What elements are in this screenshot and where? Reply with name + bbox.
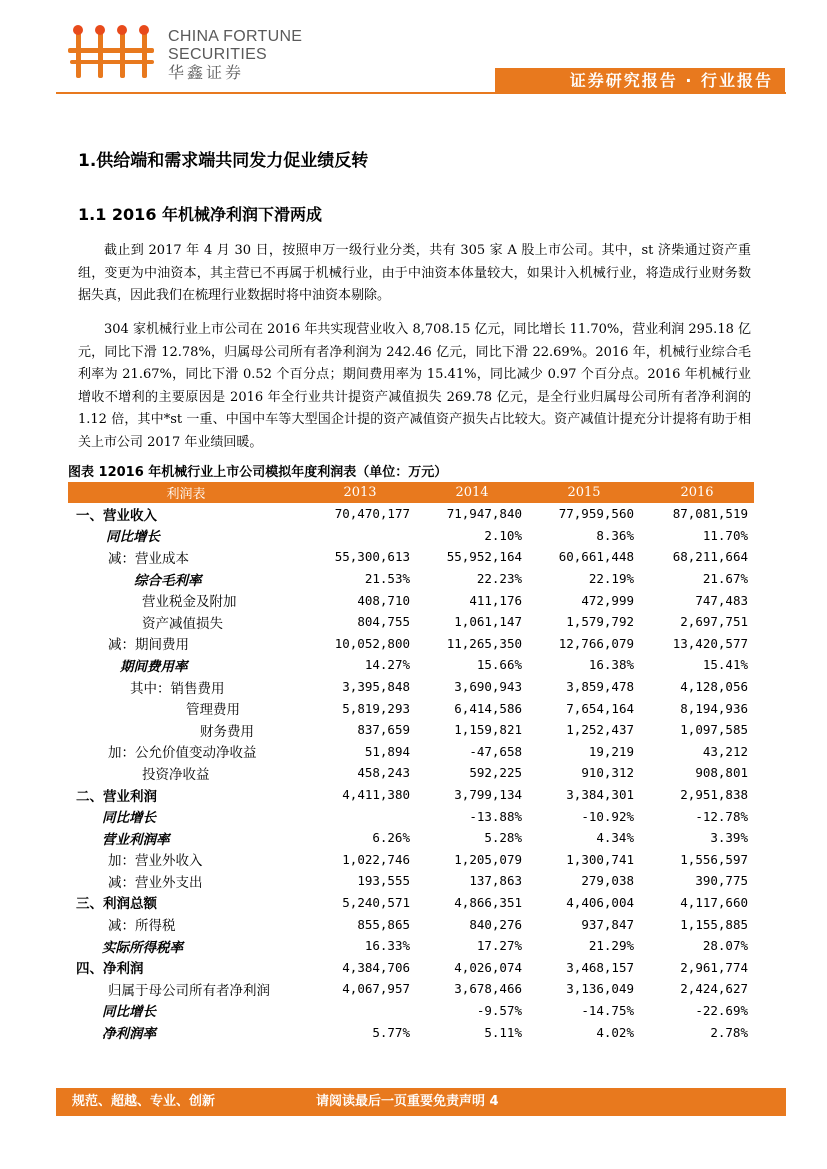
value-cell: 8,194,936: [680, 700, 748, 716]
header-divider: [56, 92, 786, 94]
value-cell: 137,863: [469, 873, 522, 889]
row-label: 减：期间费用: [108, 637, 189, 654]
value-cell: 70,470,177: [334, 506, 410, 522]
value-cell: 908,801: [695, 765, 748, 781]
row-label: 营业利润率: [102, 831, 170, 848]
table-row: [68, 676, 754, 698]
value-cell: 4,384,706: [342, 959, 410, 975]
value-cell: 3,136,049: [566, 981, 634, 997]
value-cell: 4.02%: [596, 1024, 634, 1040]
value-cell: 6.26%: [372, 830, 410, 846]
value-cell: -9.57%: [476, 1002, 522, 1018]
brand-en-line2: SECURITIES: [168, 46, 268, 63]
value-cell: 16.38%: [588, 657, 634, 673]
value-cell: 837,659: [357, 722, 410, 738]
value-cell: 7,654,164: [566, 700, 634, 716]
report-type-tag: 证券研究报告 · 行业报告: [495, 68, 785, 94]
value-cell: 4,406,004: [566, 894, 634, 910]
table-row: [68, 784, 754, 806]
value-cell: 16.33%: [364, 938, 410, 954]
table-row: [68, 805, 754, 827]
value-cell: 804,755: [357, 614, 410, 630]
value-cell: 3,384,301: [566, 787, 634, 803]
value-cell: 408,710: [357, 592, 410, 608]
value-cell: [304, 805, 416, 827]
value-cell: 1,300,741: [566, 851, 634, 867]
value-cell: 1,022,746: [342, 851, 410, 867]
value-cell: 55,952,164: [446, 549, 522, 565]
value-cell: 1,556,597: [680, 851, 748, 867]
value-cell: 14.27%: [364, 657, 410, 673]
value-cell: 3,468,157: [566, 959, 634, 975]
table-row: [68, 654, 754, 676]
value-cell: 77,959,560: [558, 506, 634, 522]
value-cell: 2.10%: [484, 527, 522, 543]
table-row: [68, 611, 754, 633]
row-label: 同比增长: [106, 529, 160, 546]
value-cell: 1,252,437: [566, 722, 634, 738]
value-cell: 13,420,577: [672, 635, 748, 651]
value-cell: 6,414,586: [454, 700, 522, 716]
value-cell: 21.67%: [702, 571, 748, 587]
value-cell: 4,067,957: [342, 981, 410, 997]
value-cell: 855,865: [357, 916, 410, 932]
value-cell: 15.66%: [476, 657, 522, 673]
footer-disclaimer: 请阅读最后一页重要免责声明 4: [316, 1094, 499, 1109]
value-cell: 458,243: [357, 765, 410, 781]
value-cell: 279,038: [581, 873, 634, 889]
table-row: [68, 892, 754, 914]
header-cell: 2015: [567, 485, 601, 500]
row-label: 减：营业成本: [108, 550, 189, 567]
value-cell: 12,766,079: [558, 635, 634, 651]
value-cell: 4,117,660: [680, 894, 748, 910]
value-cell: -22.69%: [695, 1002, 748, 1018]
value-cell: 5.77%: [372, 1024, 410, 1040]
table-row: [68, 568, 754, 590]
value-cell: 840,276: [469, 916, 522, 932]
value-cell: 4,026,074: [454, 959, 522, 975]
table-row: [68, 1021, 754, 1043]
income-statement-table: [68, 482, 754, 1043]
row-label: 一、营业收入: [76, 507, 157, 524]
value-cell: 21.29%: [588, 938, 634, 954]
value-cell: 3,690,943: [454, 679, 522, 695]
value-cell: 5,240,571: [342, 894, 410, 910]
table-row: [68, 589, 754, 611]
value-cell: 3,678,466: [454, 981, 522, 997]
table-row: [68, 956, 754, 978]
table-row: [68, 762, 754, 784]
page-footer: [56, 1088, 786, 1116]
brand-en-line1: CHINA FORTUNE: [168, 28, 303, 45]
row-label: 营业税金及附加: [142, 594, 237, 611]
row-label: 实际所得税率: [102, 939, 183, 956]
value-cell: 60,661,448: [558, 549, 634, 565]
table-row: [68, 870, 754, 892]
row-label: 其中：销售费用: [130, 680, 225, 697]
value-cell: 3,799,134: [454, 787, 522, 803]
value-cell: 4,411,380: [342, 787, 410, 803]
value-cell: 747,483: [695, 592, 748, 608]
value-cell: 10,052,800: [334, 635, 410, 651]
value-cell: 910,312: [581, 765, 634, 781]
value-cell: 17.27%: [476, 938, 522, 954]
table-row: [68, 913, 754, 935]
table-row: [68, 633, 754, 655]
value-cell: -47,658: [469, 743, 522, 759]
value-cell: 51,894: [364, 743, 410, 759]
value-cell: 1,579,792: [566, 614, 634, 630]
header-cell: 2013: [343, 485, 377, 500]
value-cell: 87,081,519: [672, 506, 748, 522]
table-row: [68, 697, 754, 719]
company-logo-icon: [66, 22, 158, 84]
value-cell: 592,225: [469, 765, 522, 781]
row-label: 管理费用: [186, 702, 240, 719]
table-row: [68, 503, 754, 525]
brand-cn: 华鑫证券: [168, 65, 245, 82]
value-cell: 3,395,848: [342, 679, 410, 695]
value-cell: 472,999: [581, 592, 634, 608]
brand-name: [168, 28, 302, 83]
value-cell: 68,211,664: [672, 549, 748, 565]
row-label: 三、利润总额: [76, 896, 157, 913]
page-header: [0, 0, 827, 100]
value-cell: 1,061,147: [454, 614, 522, 630]
row-label: 减：所得税: [108, 918, 176, 935]
row-label: 减：营业外支出: [108, 874, 203, 891]
header-cell: 2014: [455, 485, 489, 500]
value-cell: -14.75%: [581, 1002, 634, 1018]
value-cell: -10.92%: [581, 808, 634, 824]
value-cell: 4,866,351: [454, 894, 522, 910]
row-label: 同比增长: [102, 810, 156, 827]
value-cell: -12.78%: [695, 808, 748, 824]
value-cell: -13.88%: [469, 808, 522, 824]
value-cell: 5.28%: [484, 830, 522, 846]
table-caption: 图表 12016 年机械行业上市公司模拟年度利润表（单位：万元）: [68, 465, 448, 480]
value-cell: 19,219: [588, 743, 634, 759]
value-cell: 411,176: [469, 592, 522, 608]
value-cell: [304, 525, 416, 547]
value-cell: 71,947,840: [446, 506, 522, 522]
row-label: 综合毛利率: [134, 572, 202, 589]
value-cell: 55,300,613: [334, 549, 410, 565]
table-row: [68, 978, 754, 1000]
row-label: 归属于母公司所有者净利润: [108, 982, 270, 999]
value-cell: 2,951,838: [680, 787, 748, 803]
header-cell: 2016: [680, 485, 714, 500]
value-cell: 2,697,751: [680, 614, 748, 630]
value-cell: 3.39%: [710, 830, 748, 846]
value-cell: 3,859,478: [566, 679, 634, 695]
value-cell: 2,424,627: [680, 981, 748, 997]
subsection-heading: 1.1 2016 年机械净利润下滑两成: [78, 205, 323, 224]
row-label: 加：公允价值变动净收益: [108, 745, 257, 762]
footer-motto: 规范、超越、专业、创新: [72, 1094, 216, 1109]
table-row: [68, 827, 754, 849]
value-cell: 43,212: [702, 743, 748, 759]
value-cell: 11.70%: [702, 527, 748, 543]
value-cell: 15.41%: [702, 657, 748, 673]
row-label: 净利润率: [102, 1026, 156, 1043]
table-row: [68, 719, 754, 741]
value-cell: 11,265,350: [446, 635, 522, 651]
table-row: [68, 525, 754, 547]
table-row: [68, 935, 754, 957]
value-cell: 5,819,293: [342, 700, 410, 716]
table-row: [68, 1000, 754, 1022]
value-cell: 21.53%: [364, 571, 410, 587]
section-heading: 1.供给端和需求端共同发力促业绩反转: [78, 151, 369, 171]
value-cell: 22.19%: [588, 571, 634, 587]
value-cell: 1,159,821: [454, 722, 522, 738]
value-cell: 1,205,079: [454, 851, 522, 867]
header-cell: 利润表: [166, 487, 206, 502]
table-header-row: [68, 482, 754, 503]
table-row: [68, 849, 754, 871]
value-cell: 22.23%: [476, 571, 522, 587]
value-cell: 4.34%: [596, 830, 634, 846]
table-row: [68, 546, 754, 568]
value-cell: 2,961,774: [680, 959, 748, 975]
value-cell: 193,555: [357, 873, 410, 889]
value-cell: 8.36%: [596, 527, 634, 543]
value-cell: 2.78%: [710, 1024, 748, 1040]
value-cell: 1,155,885: [680, 916, 748, 932]
row-label: 四、净利润: [76, 961, 144, 978]
value-cell: 5.11%: [484, 1024, 522, 1040]
row-label: 资产减值损失: [142, 615, 223, 632]
value-cell: 1,097,585: [680, 722, 748, 738]
row-label: 加：营业外收入: [108, 853, 203, 870]
row-label: 同比增长: [102, 1004, 156, 1021]
value-cell: 4,128,056: [680, 679, 748, 695]
row-label: 投资净收益: [142, 766, 210, 783]
value-cell: [304, 1000, 416, 1022]
value-cell: 28.07%: [702, 938, 748, 954]
row-label: 财务费用: [200, 723, 254, 740]
value-cell: 937,847: [581, 916, 634, 932]
row-label: 二、营业利润: [76, 788, 157, 805]
value-cell: 390,775: [695, 873, 748, 889]
table-row: [68, 741, 754, 763]
row-label: 期间费用率: [120, 658, 188, 675]
paragraph-1: 截止到 2017 年 4 月 30 日，按照申万一级行业分类，共有 305 家 A 股上市公司。其中，st 济柴通过资产重组，变更为中油资本，其主营已不再属于机械行业，由于中油资本体量较大，如果计入机械行业，将造成行业财务数据失真，因此我们在梳理行业数据时将中油资本剔除。: [78, 243, 751, 303]
paragraph-2: 304 家机械行业上市公司在 2016 年共实现营业收入 8,708.15 亿元，同比增长 11.70%，营业利润 295.18 亿元，同比下滑 12.78%，归属母公司所有者净利润为 242.46 亿元，同比下滑 22.69%。2016 年，机械行业综合毛利率为 21.67%，同比下滑 0.52 个百分点；期间费用率为 15.41%，同比减少 0.97 个百分点。2016 年机械行业增收不增利的主要原因是 2016 年全行业共计提资产减值损失 269.78 亿元，是全行业归属母公司所有者净利润的 1.12 倍，其中*st 一重、中国中车等大型国企计提的资产减值资产损失占比较大。资产减值计提充分计提将有助于相关上市公司 2017 年业绩回暖。: [78, 322, 751, 450]
